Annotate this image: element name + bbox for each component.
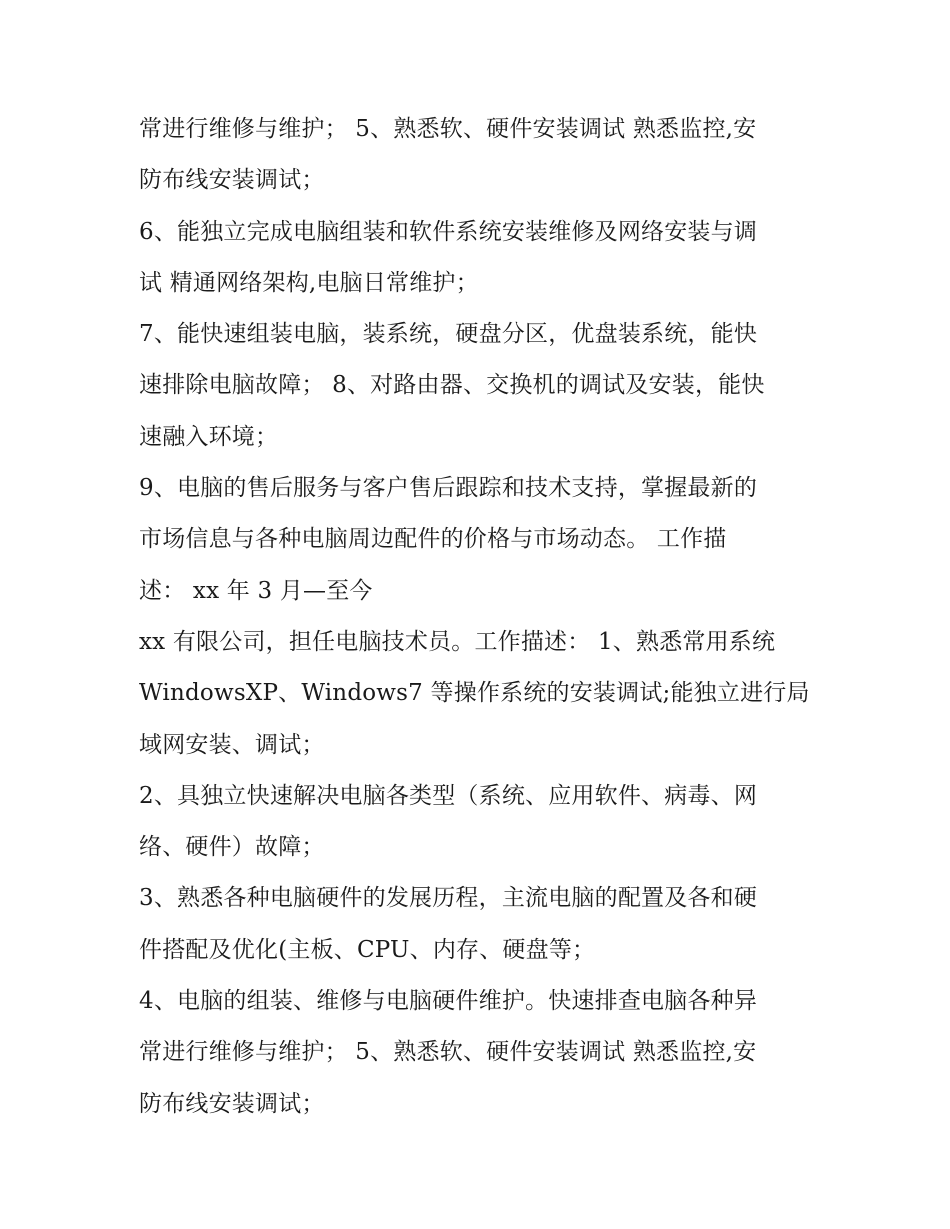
text-line: 9、电脑的售后服务与客户售后跟踪和技术支持，掌握最新的 xyxy=(139,475,758,502)
text-line: 4、电脑的组装、维修与电脑硬件维护。快速排查电脑各种异 xyxy=(139,988,758,1015)
text-line: 市场信息与各种电脑周边配件的价格与市场动态。 工作描 xyxy=(139,526,727,553)
text-line: 件搭配及优化(主板、CPU、内存、硬盘等； xyxy=(139,936,596,963)
text-line: 速排除电脑故障； 8、对路由器、交换机的调试及安装，能快 xyxy=(139,372,765,399)
text-line: 常进行维修与维护； 5、熟悉软、硬件安装调试 熟悉监控,安 xyxy=(139,116,757,142)
text-line: 3、熟悉各种电脑硬件的发展历程，主流电脑的配置及各和硬 xyxy=(139,885,758,912)
text-line: 速融入环境； xyxy=(139,423,279,450)
text-line: 述： xx 年 3 月—至今 xyxy=(139,577,373,604)
text-line: 防布线安装调试； xyxy=(139,167,325,194)
text-line: 防布线安装调试； xyxy=(139,1090,325,1117)
text-line: 试 精通网络架构,电脑日常维护； xyxy=(139,269,479,296)
text-line: 常进行维修与维护； 5、熟悉软、硬件安装调试 熟悉监控,安 xyxy=(139,1039,757,1066)
text-line: 域网安装、调试； xyxy=(139,731,325,758)
document-body xyxy=(139,104,819,1130)
text-line: xx 有限公司，担任电脑技术员。工作描述： 1、熟悉常用系统 xyxy=(139,628,776,655)
text-line: 6、能独立完成电脑组装和软件系统安装维修及网络安装与调 xyxy=(139,218,758,245)
text-line: 2、具独立快速解决电脑各类型（系统、应用软件、病毒、网 xyxy=(139,782,758,809)
text-line: 7、能快速组装电脑，装系统，硬盘分区，优盘装系统，能快 xyxy=(139,321,758,348)
text-line: WindowsXP、Windows7 等操作系统的安装调试;能独立进行局 xyxy=(139,680,810,707)
text-line: 络、硬件）故障； xyxy=(139,834,325,861)
